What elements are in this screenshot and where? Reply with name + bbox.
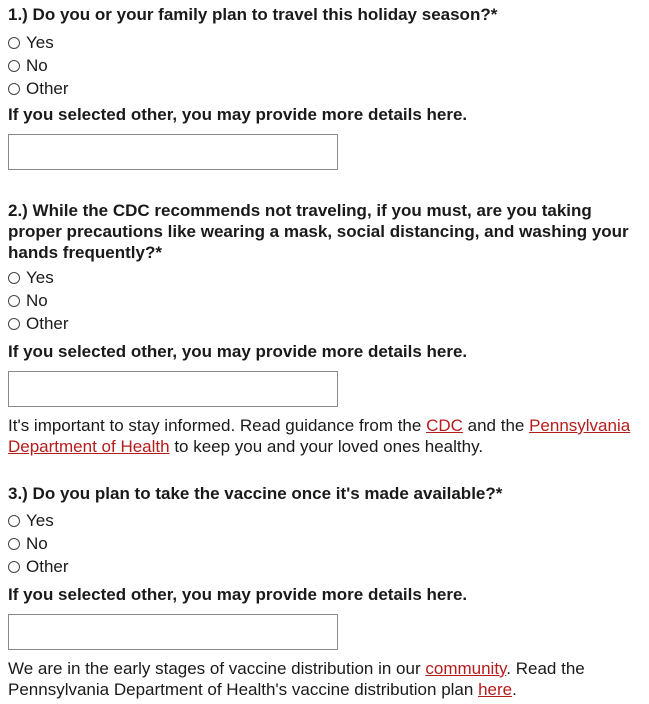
q2-yes-label: Yes (26, 268, 54, 287)
q2-other-details-label: If you selected other, you may provide more details here. (8, 342, 468, 361)
q1-option-yes[interactable] (8, 31, 641, 54)
q1-other-details-label: If you selected other, you may provide more details here. (8, 105, 468, 124)
q2-option-no[interactable] (8, 289, 641, 312)
q1-option-other[interactable] (8, 77, 641, 100)
info2-text-middle: . Read the Pennsylvania Department of Health's vaccine distribution plan (8, 659, 585, 699)
q3-option-yes[interactable] (8, 509, 641, 532)
q1-other-details-input[interactable] (8, 134, 338, 170)
community-link[interactable]: community (425, 659, 507, 678)
q3-yes-radio[interactable] (8, 515, 20, 527)
info1-text-start: It's important to stay informed. Read guidance from the (8, 416, 427, 435)
info1-text-middle: and the (462, 416, 530, 435)
q2-option-yes[interactable] (8, 266, 641, 289)
q3-option-no[interactable] (8, 532, 641, 555)
q2-no-label: No (26, 291, 48, 310)
question-3-text: 3.) Do you plan to take the vaccine once it's made available?* (8, 484, 503, 503)
question-2-text: 2.) While the CDC recommends not traveling, if you must, are you taking proper precautions like wearing a mask, social distancing, and washing your hands frequently?* (8, 201, 629, 262)
q3-no-label: No (26, 534, 48, 553)
q1-yes-radio[interactable] (8, 37, 20, 49)
q3-option-other[interactable] (8, 555, 641, 578)
q2-no-radio[interactable] (8, 295, 20, 307)
distribution-plan-link[interactable]: here (478, 680, 513, 699)
q1-no-radio[interactable] (8, 60, 20, 72)
q3-other-label: Other (26, 557, 69, 576)
q3-other-details-label: If you selected other, you may provide more details here. (8, 585, 468, 604)
cdc-link[interactable]: CDC (426, 416, 463, 435)
q1-no-label: No (26, 56, 48, 75)
q3-yes-label: Yes (26, 511, 54, 530)
q1-option-no[interactable] (8, 54, 641, 77)
q1-other-radio[interactable] (8, 83, 20, 95)
q2-other-label: Other (26, 314, 69, 333)
q3-other-radio[interactable] (8, 561, 20, 573)
q3-other-details-input[interactable] (8, 614, 338, 650)
q3-no-radio[interactable] (8, 538, 20, 550)
q2-other-details-input[interactable] (8, 371, 338, 407)
info2-text-start: We are in the early stages of vaccine distribution in our (8, 659, 426, 678)
pa-health-link[interactable]: Pennsylvania Department of Health (8, 416, 631, 456)
q2-yes-radio[interactable] (8, 272, 20, 284)
q2-other-radio[interactable] (8, 318, 20, 330)
q1-yes-label: Yes (26, 33, 54, 52)
info-paragraph-1 (8, 415, 641, 457)
info-paragraph-2 (8, 658, 641, 700)
info1-text-end: to keep you and your loved ones healthy. (169, 437, 484, 456)
q1-other-label: Other (26, 79, 69, 98)
q2-option-other[interactable] (8, 312, 641, 335)
question-1-text: 1.) Do you or your family plan to travel this holiday season?* (8, 5, 498, 24)
info2-text-end: . (512, 680, 517, 699)
